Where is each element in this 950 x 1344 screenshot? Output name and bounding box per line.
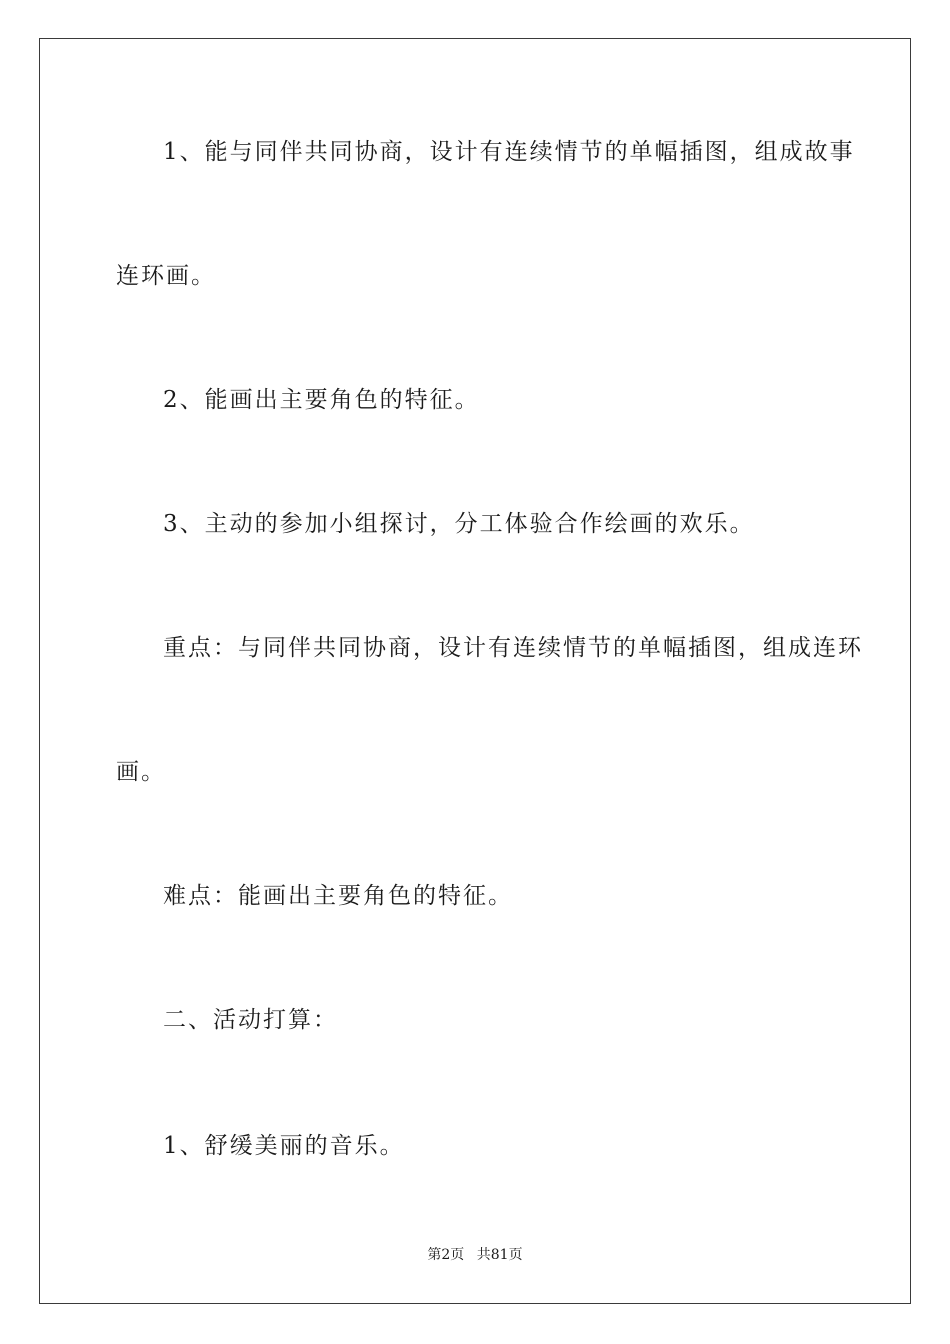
- page-footer: [0, 1246, 950, 1264]
- page-total: 共81页: [476, 1247, 523, 1263]
- page-number: 第2页: [427, 1247, 465, 1263]
- preparation-item-1: 1、舒缓美丽的音乐。: [163, 1133, 405, 1159]
- goal-1-line-1: 1、能与同伴共同协商，设计有连续情节的单幅插图，组成故事: [163, 139, 855, 165]
- section-heading-activity-preparation: 二、活动打算：: [163, 1007, 338, 1033]
- page-frame: [39, 38, 911, 1304]
- difficult-point: 难点：能画出主要角色的特征。: [163, 883, 513, 909]
- key-point-line-1: 重点：与同伴共同协商，设计有连续情节的单幅插图，组成连环: [163, 635, 863, 661]
- key-point-line-2: 画。: [116, 759, 166, 785]
- goal-2: 2、能画出主要角色的特征。: [163, 387, 480, 413]
- goal-1-line-2: 连环画。: [116, 263, 216, 289]
- goal-3: 3、主动的参加小组探讨，分工体验合作绘画的欢乐。: [163, 511, 755, 537]
